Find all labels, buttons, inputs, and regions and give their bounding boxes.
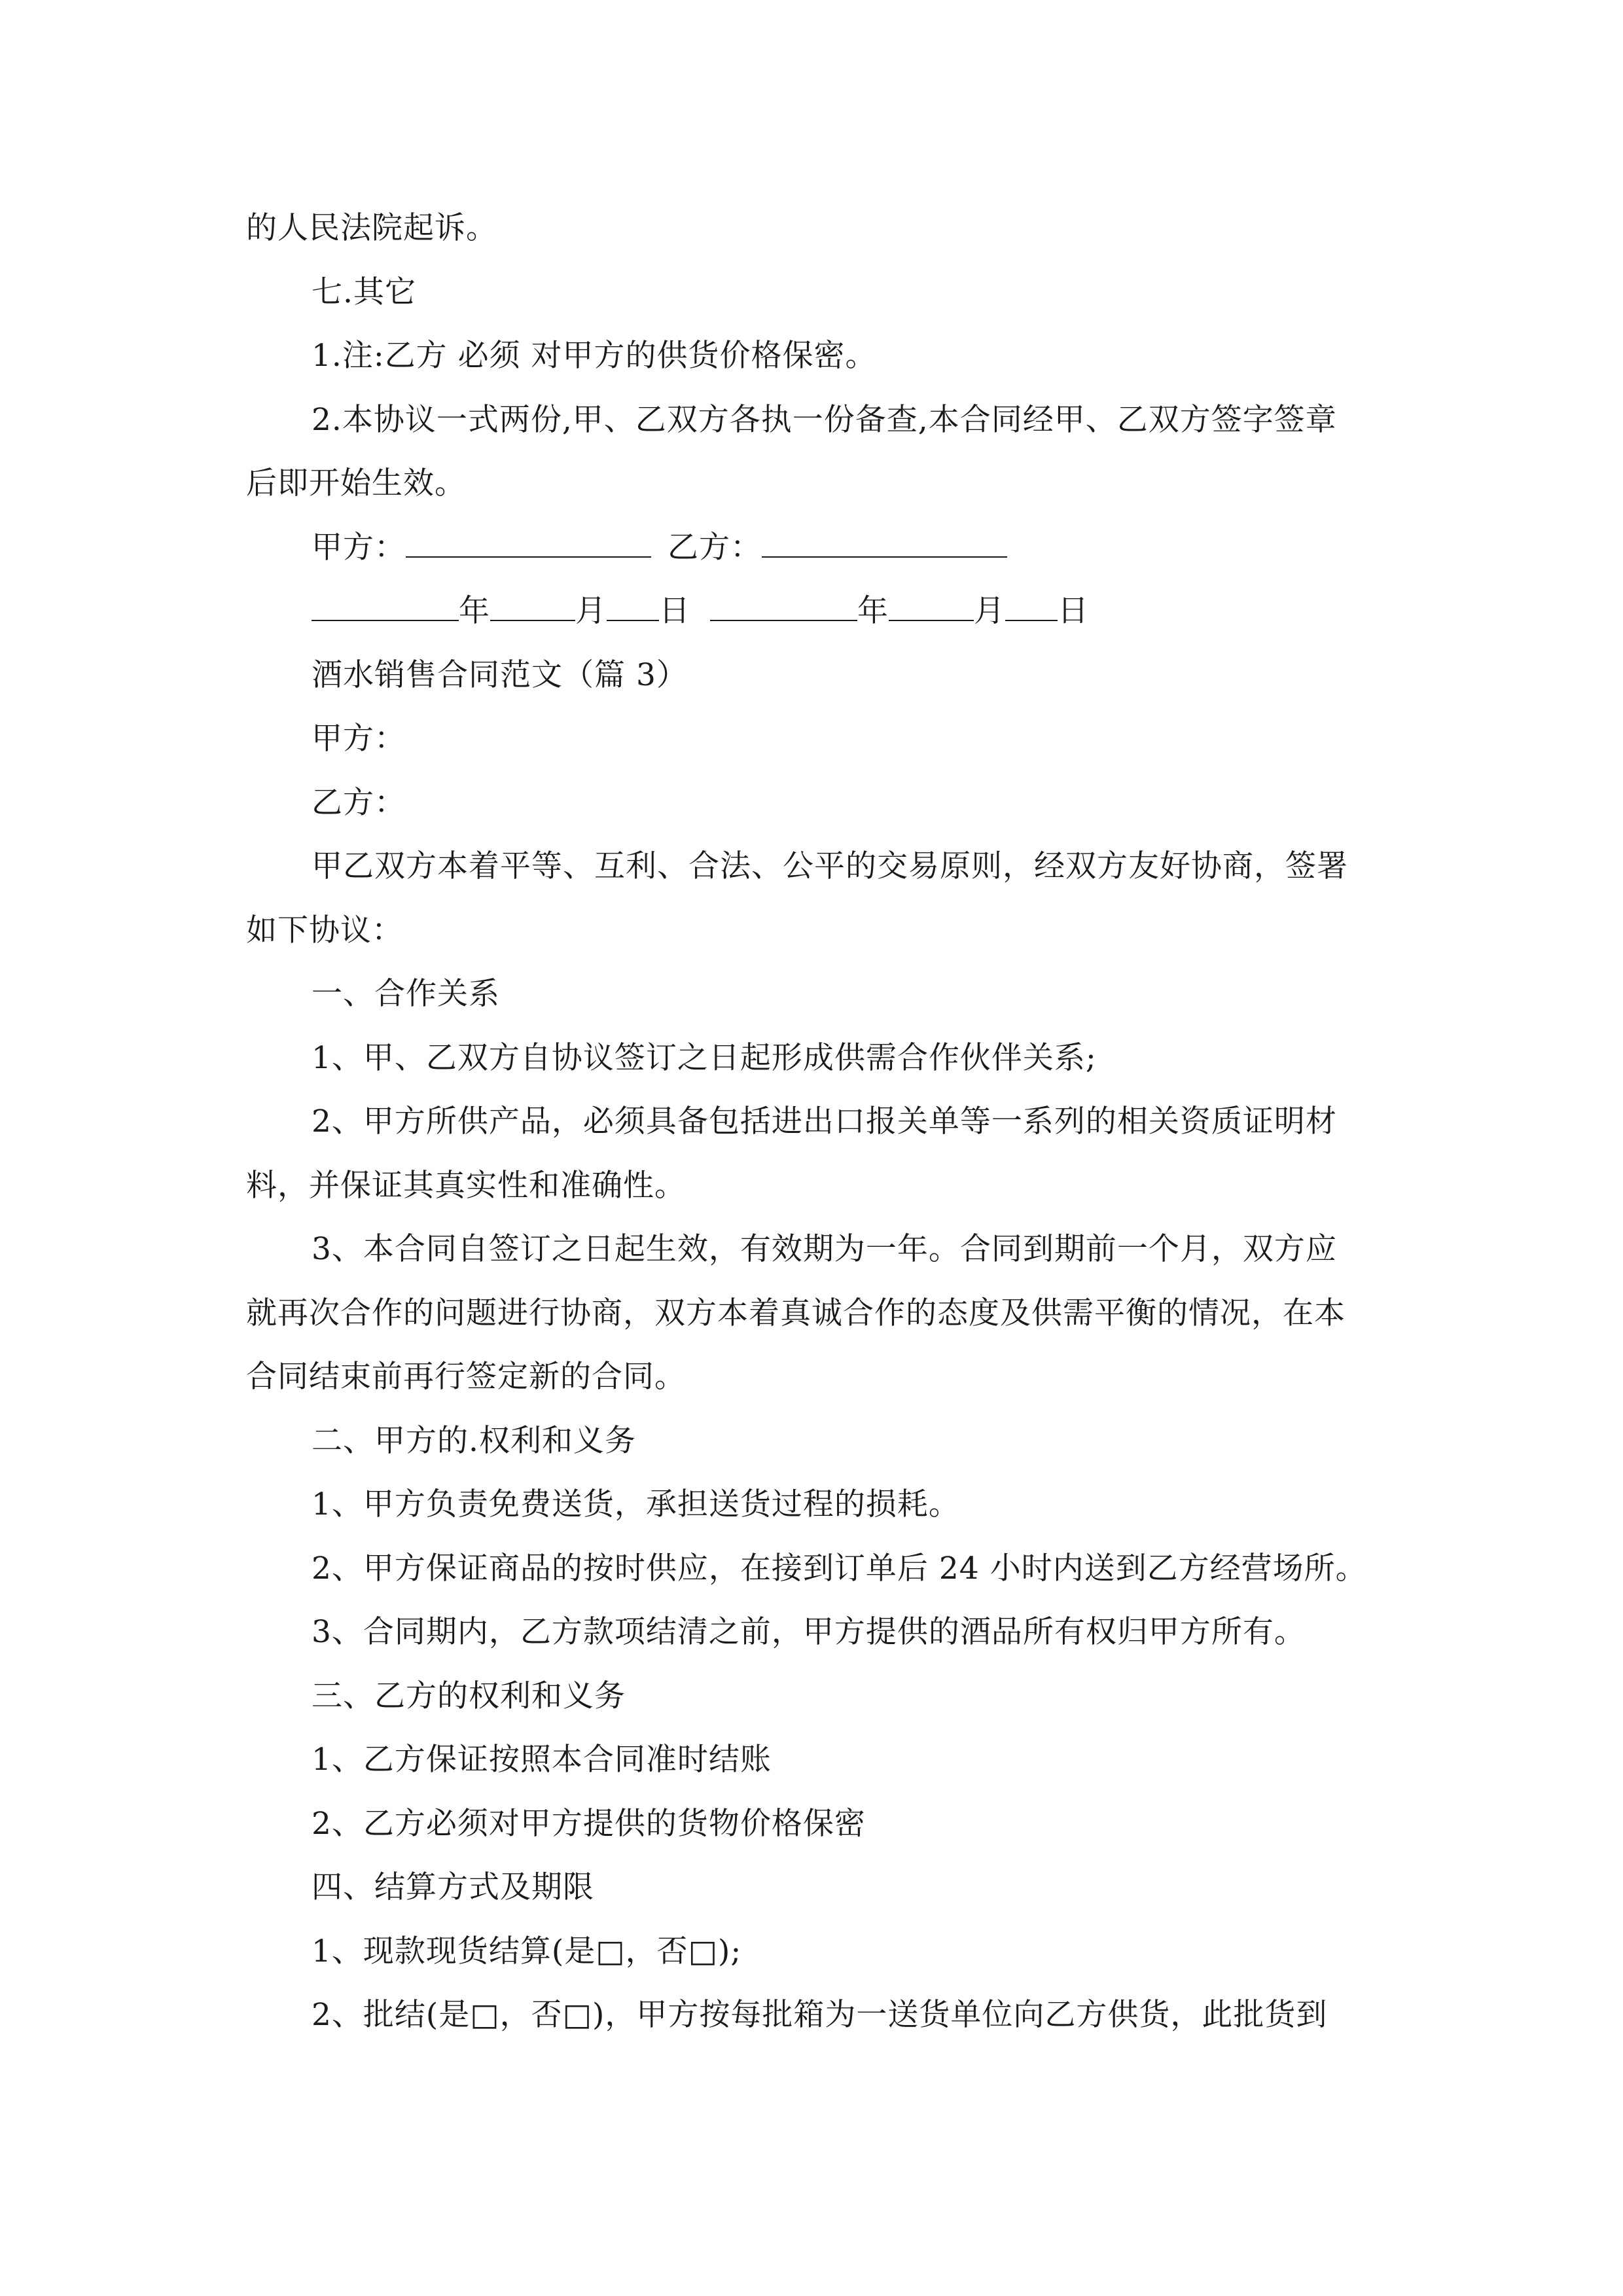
year-blank [312, 600, 459, 621]
party-b-label: 乙方： [668, 529, 762, 565]
party-a-label: 甲方： [312, 529, 406, 565]
section-heading: 七.其它 [312, 274, 416, 310]
party-b-blank [762, 537, 1007, 558]
month-label: 月 [974, 593, 1005, 629]
day-blank [607, 600, 659, 621]
text-line: 后即开始生效。 [246, 465, 466, 501]
text-line: 3、合同期内，乙方款项结清之前，甲方提供的酒品所有权归甲方所有。 [312, 1614, 1306, 1650]
text-line: 就再次合作的问题进行协商，双方本着真诚合作的态度及供需平衡的情况，在本 [246, 1295, 1346, 1331]
section-heading: 四、结算方式及期限 [312, 1869, 594, 1905]
text-line: 料，并保证其真实性和准确性。 [246, 1167, 686, 1204]
year-label: 年 [857, 593, 889, 629]
document-body [246, 196, 1385, 2047]
party-a-line: 甲方： [312, 721, 406, 757]
section-heading: 一、合作关系 [312, 976, 500, 1012]
text-line: 1、甲、乙双方自协议签订之日起形成供需合作伙伴关系; [312, 1039, 1097, 1076]
text-line: 1、乙方保证按照本合同准时结账 [312, 1742, 772, 1778]
section-heading: 二、甲方的.权利和义务 [312, 1422, 636, 1459]
text-line: 2、甲方保证商品的按时供应，在接到订单后 24 小时内送到乙方经营场所。 [312, 1550, 1367, 1587]
month-label: 月 [575, 593, 607, 629]
date-line [246, 579, 1385, 643]
text-line: 1.注:乙方 必须 对甲方的供货价格保密。 [312, 338, 877, 374]
signature-line [246, 516, 1385, 580]
text-line: 3、本合同自签订之日起生效，有效期为一年。合同到期前一个月，双方应 [312, 1231, 1337, 1267]
text-line: 1、甲方负责免费送货，承担送货过程的损耗。 [312, 1486, 960, 1522]
text-line: 1、现款现货结算(是□，否□); [312, 1933, 742, 1969]
year-blank [710, 600, 857, 621]
text-line: 2、批结(是□，否□)，甲方按每批箱为一送货单位向乙方供货，此批货到 [312, 1997, 1328, 2033]
day-label: 日 [1058, 593, 1089, 629]
document-title: 酒水销售合同范文（篇 3） [312, 656, 688, 693]
text-line: 合同结束前再行签定新的合同。 [246, 1359, 686, 1395]
month-blank [889, 600, 974, 621]
day-blank [1005, 600, 1058, 621]
day-label: 日 [659, 593, 690, 629]
text-line: 2、甲方所供产品，必须具备包括进出口报关单等一系列的相关资质证明材 [312, 1103, 1337, 1139]
party-a-blank [406, 537, 651, 558]
party-b-line: 乙方： [312, 784, 406, 821]
section-heading: 三、乙方的权利和义务 [312, 1677, 626, 1714]
text-line: 甲乙双方本着平等、互利、合法、公平的交易原则，经双方友好协商，签署 [312, 848, 1348, 884]
text-line: 的人民法院起诉。 [246, 210, 497, 246]
month-blank [490, 600, 575, 621]
text-line: 2、乙方必须对甲方提供的货物价格保密 [312, 1805, 866, 1842]
year-label: 年 [459, 593, 490, 629]
text-line: 2.本协议一式两份,甲、乙双方各执一份备查,本合同经甲、乙双方签字签章 [312, 401, 1337, 438]
text-line: 如下协议： [246, 912, 403, 948]
